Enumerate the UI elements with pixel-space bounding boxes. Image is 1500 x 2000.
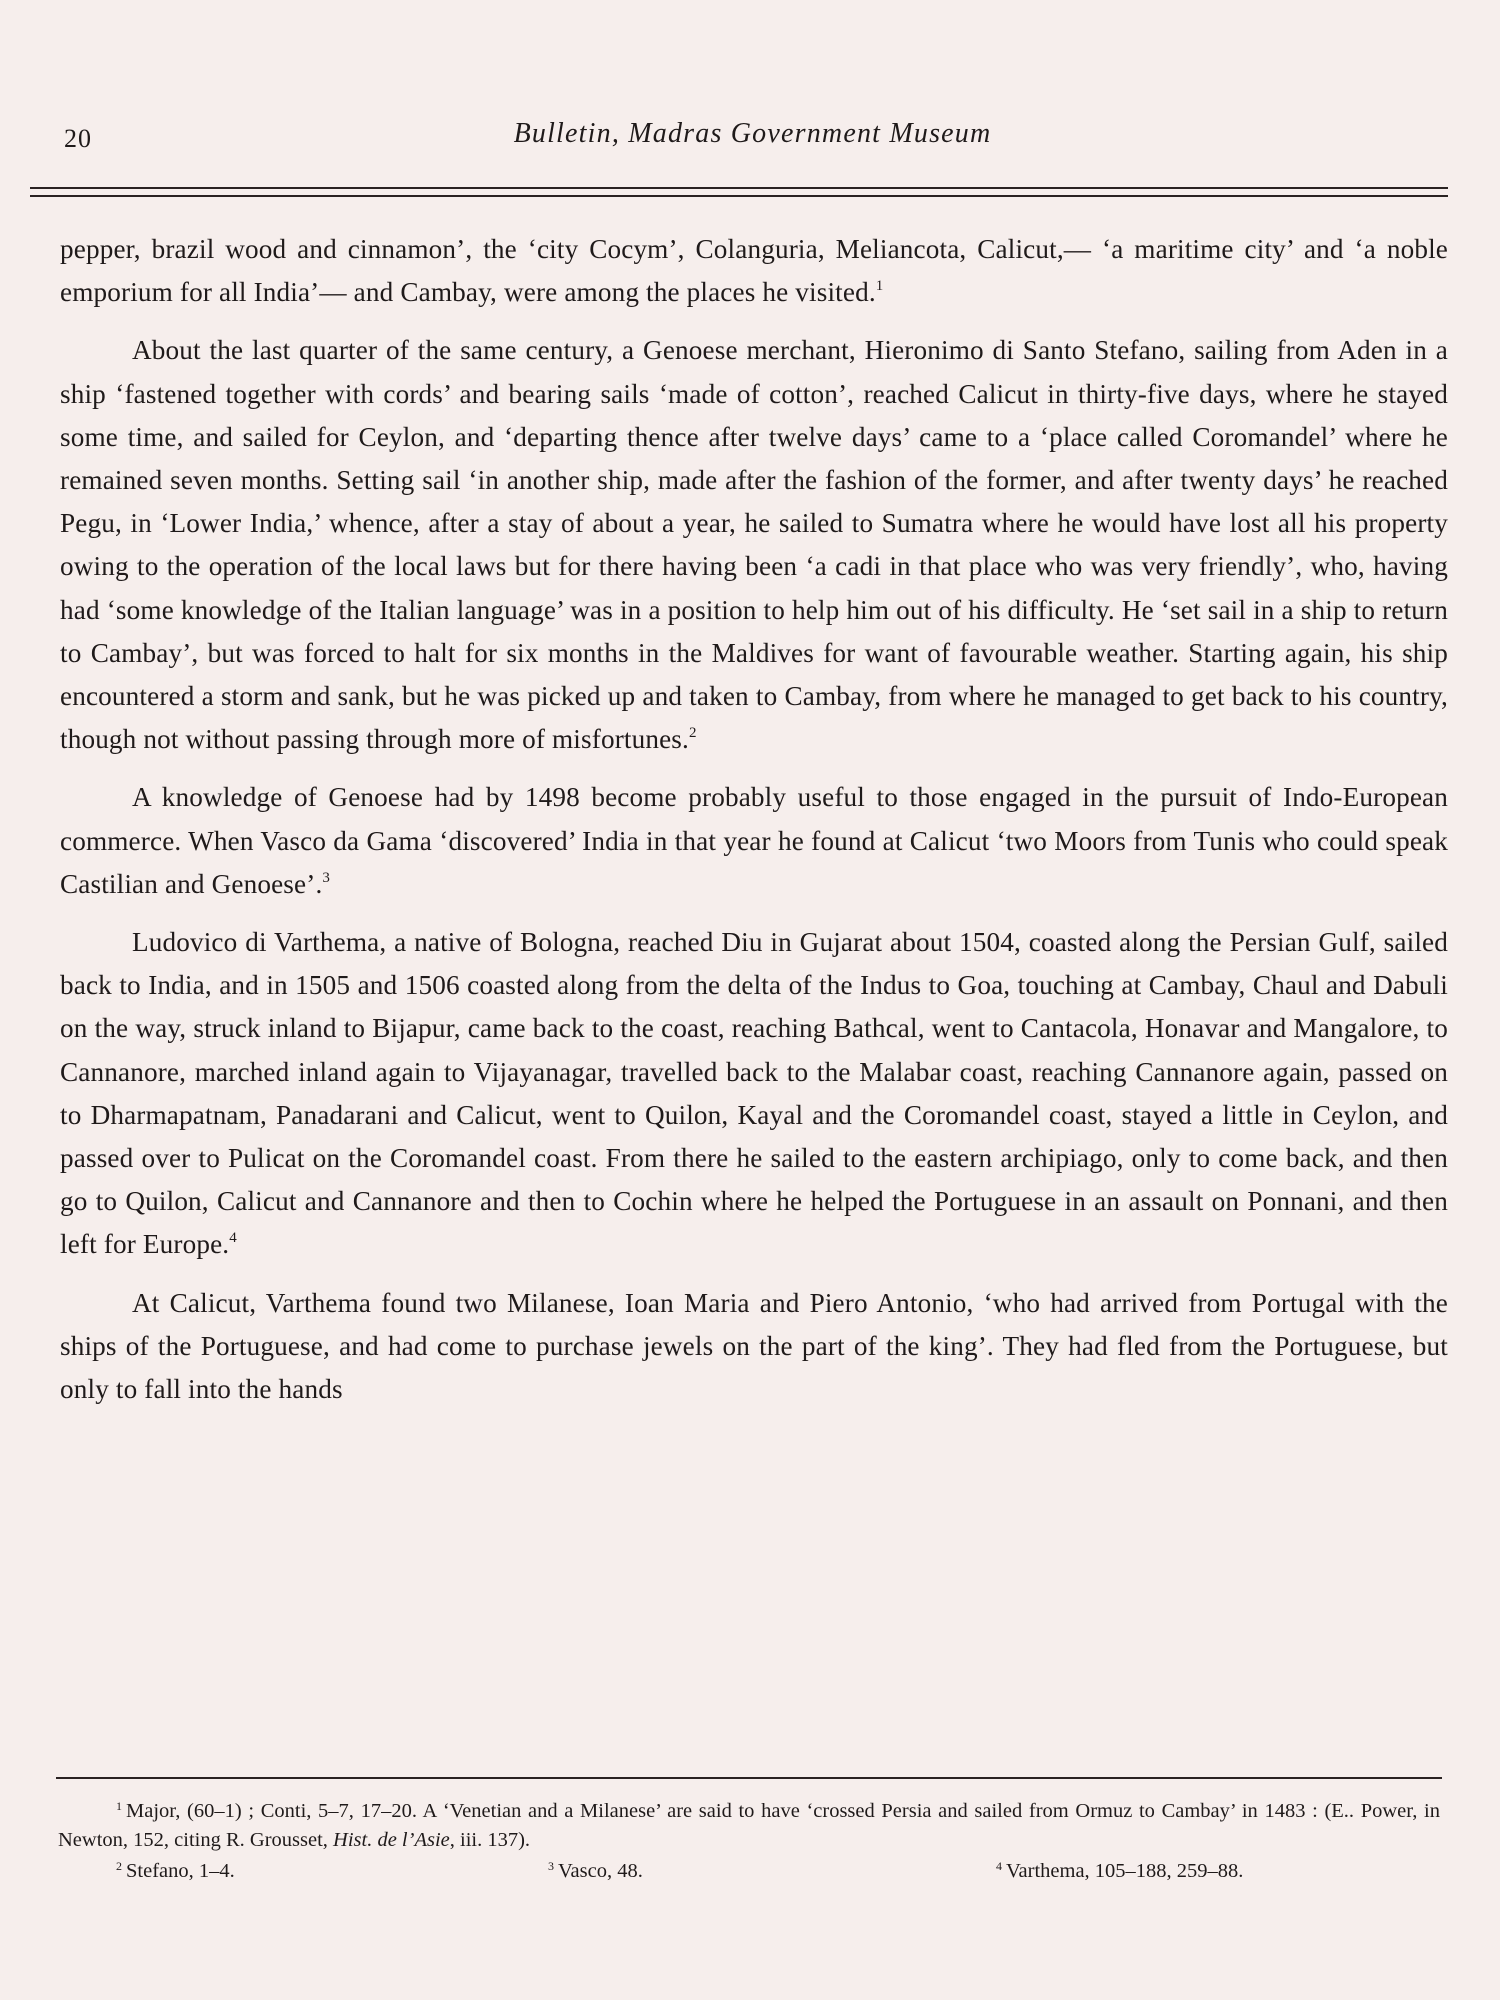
footnote-text: Major, (60–1) ; Conti, 5–7, 17–20. A ‘Venetian and a Milanese’ are said to have ‘crossed Persia and sailed from Ormuz to Cambay’ in 1483 : (E.. Power, in Newton, 152, citing R. Grousset, <box>58 1800 1440 1851</box>
footnote-4 <box>996 1857 1243 1886</box>
footnote-mark: 1 <box>116 1799 122 1813</box>
paragraph <box>60 329 1448 761</box>
footnote-mark: 4 <box>996 1859 1002 1873</box>
footnote-row <box>58 1857 1440 1891</box>
footnote-ref: 4 <box>229 1230 237 1247</box>
paragraph <box>60 228 1448 314</box>
running-title: Bulletin, Madras Government Museum <box>513 118 992 149</box>
footnote-2 <box>116 1857 235 1886</box>
footnotes <box>58 1797 1440 1891</box>
footnote-text-end: , iii. 137). <box>449 1829 531 1851</box>
footnote-3 <box>548 1857 643 1886</box>
footnote-mark: 2 <box>116 1859 122 1873</box>
footnote-ref: 1 <box>875 278 884 295</box>
footnote-text: Stefano, 1–4. <box>126 1860 235 1882</box>
paragraph-text: pepper, brazil wood and cinnamon’, the ‘city Cocym’, Colanguria, Meliancota, Calicut,— ‘a maritime city’ and ‘a noble emporium for all India’— and Cambay, were among the places he visited. <box>60 234 1448 308</box>
paragraph-text: A knowledge of Genoese had by 1498 become probably useful to those engaged in the pursuit of Indo-European commerce. When Vasco da Gama ‘discovered’ India in that year he found at Calicut ‘two Moors from Tunis who could speak Castilian and Genoese’. <box>60 782 1448 899</box>
paragraph <box>60 921 1448 1267</box>
footnote-rule <box>56 1777 1442 1779</box>
header-rule-top <box>30 187 1448 189</box>
page-header <box>60 118 1445 168</box>
footnote-mark: 3 <box>548 1859 554 1873</box>
header-rule-bottom <box>30 195 1448 197</box>
footnote-1 <box>58 1797 1440 1855</box>
footnote-ref: 3 <box>322 869 331 886</box>
footnote-title: Hist. de l’Asie <box>333 1829 450 1851</box>
body-text <box>60 228 1448 1411</box>
paragraph <box>60 776 1448 906</box>
paragraph-text: At Calicut, Varthema found two Milanese, Ioan Maria and Piero Antonio, ‘who had arrived from Portugal with the ships of the Portuguese, and had come to purchase jewels on the part of the king’. They had fled from the Portuguese, but only to fall into the hands <box>60 1287 1448 1405</box>
footnote-ref: 2 <box>688 725 697 742</box>
footnote-text: Varthema, 105–188, 259–88. <box>1006 1860 1244 1882</box>
page-number: 20 <box>64 124 92 153</box>
footnote-text: Vasco, 48. <box>558 1860 643 1882</box>
paragraph-text: About the last quarter of the same century, a Genoese merchant, Hieronimo di Santo Stefano, sailing from Aden in a ship ‘fastened together with cords’ and bearing sails ‘made of cotton’, reached Calicut in thirty-five days, where he stayed some time, and sailed for Ceylon, and ‘departing thence after twelve days’ came to a ‘place called Coromandel’ where he remained seven months. Setting sail ‘in another ship, made after the fashion of the former, and after twenty days’ he reached Pegu, in ‘Lower India,’ whence, after a stay of about a year, he sailed to Sumatra where he would have lost all his property owing to the operation of the local laws but for there having been ‘a cadi in that place who was very friendly’, who, having had ‘some knowledge of the Italian language’ was in a position to help him out of his difficulty. He ‘set sail in a ship to return to Cambay’, but was forced to halt for six months in the Maldives for want of favourable weather. Starting again, his ship encountered a storm and sank, but he was picked up and taken to Cambay, from where he managed to get back to his country, though not without passing through more of misfortunes. <box>60 335 1448 755</box>
paragraph <box>60 1282 1448 1412</box>
paragraph-text: Ludovico di Varthema, a native of Bologna, reached Diu in Gujarat about 1504, coasted along the Persian Gulf, sailed back to India, and in 1505 and 1506 coasted along from the delta of the Indus to Goa, touching at Cambay, Chaul and Dabuli on the way, struck inland to Bijapur, came back to the coast, reaching Bathcal, went to Cantacola, Honavar and Mangalore, to Cannanore, marched inland again to Vijayanagar, travelled back to the Malabar coast, reaching Cannanore again, passed on to Dharmapatnam, Panadarani and Calicut, went to Quilon, Kayal and the Coromandel coast, stayed a little in Ceylon, and passed over to Pulicat on the Coromandel coast. From there he sailed to the eastern archipiago, only to come back, and then go to Quilon, Calicut and Cannanore and then to Cochin where he helped the Portuguese in an assault on Ponnani, and then left for Europe. <box>60 927 1448 1260</box>
